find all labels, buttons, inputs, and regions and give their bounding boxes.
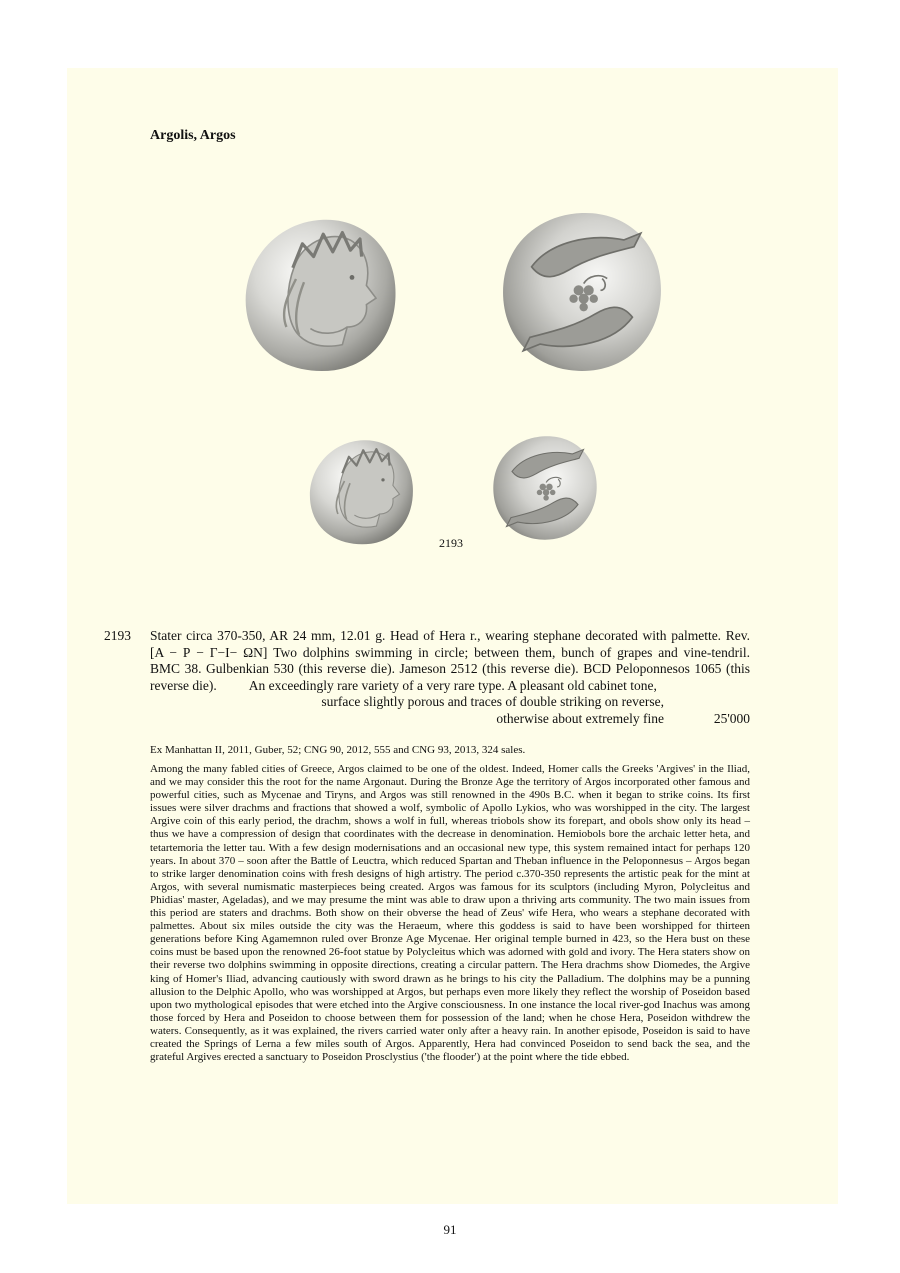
provenance: Ex Manhattan II, 2011, Guber, 52; CNG 90, 2012, 555 and CNG 93, 2013, 324 sales. xyxy=(150,744,526,756)
coin-reverse-small xyxy=(490,432,600,544)
coin-reverse-large xyxy=(498,206,666,378)
lot-line-6 xyxy=(150,711,750,728)
lot-price: 25'000 xyxy=(713,710,750,726)
plate-number: 2193 xyxy=(439,536,463,550)
lot-line-4-start: reverse die). xyxy=(150,677,217,693)
lot-line-1: Stater circa 370-350, AR 24 mm, 12.01 g. Head of Hera r., wearing stephane decorated with palmette. Rev. xyxy=(150,628,750,643)
coin-obverse-small xyxy=(303,437,419,547)
lot-line-4 xyxy=(150,678,750,695)
lot-remark-3: otherwise about extremely fine xyxy=(496,710,664,726)
commentary: Among the many fabled cities of Greece, Argos claimed to be one of the oldest. Indeed, Homer calls the Greeks 'Argives' in the Iliad, and we may consider this the root for the name Argonaut. During the Bronze Age the territory of Argos incorporated other famous and powerful cities, such as Mycenae and Tiryns, and Argos was still renowned in the 490s B.C. when it began to strike coins. Its first issues were silver drachms and fractions that showed a wolf, symbolic of Apollo Lykios, who was worshipped in the city. The largest Argive coin of this early period, the drachm, shows a wolf in full, whereas triobols show its forepart, and obols show only its head – thus we have a compression of design that coordinates with the decrease in denomination. Hemiobols bore the archaic letter heta, and tetartemoria the letter tau. With a few design modernisations and an occasional new type, this system remained intact for perhaps 120 years. In about 370 – soon after the Battle of Leuctra, which reduced Spartan and Theban influence in the Peloponnesus – Argos began to strike larger denomination coins with fresh designs of high artistry. The period c.370-350 represents the artistic peak for the mint at Argos, with several numismatic masterpieces being created. Argos was famous for its sculptors (including Myron, Polycleitus and Phidias' master, Ageladas), and we may presume the mint was able to draw upon a thriving arts community. The two main issues from this period are staters and drachms. Both show on their obverse the head of Zeus' wife Hera, who wears a stephane decorated with palmettes. About six miles outside the city was the Heraeum, where this goddess is said to have been worshipped for thirteen generations before King Agamemnon ruled over Bronze Age Mycenae. Her original temple burned in 423, so the Hera bust on these coins must be based upon the renowned 26-foot statue by Polycleitus which was adorned with gold and ivory. The Hera staters show on their reverse two dolphins swimming in opposite directions, creating a circular pattern. The Hera drachms show Diomedes, the Argive king of Homer's Iliad, advancing cautiously with sword drawn as he brings to his city the Palladium. The dolphins may be a punning allusion to the Delphic Apollo, who was worshipped at Argos, but perhaps even more likely they reflect the worship of Poseidon based upon two mythological episodes that were etched into the Argive consciousness. In one instance the local river-god Inachus was among those forced by Hera and Poseidon to choose between them for possession of the land; when he chose Hera, Poseidon withdrew the waters. Consequently, as it was explained, the rivers carried water only after a heavy rain. In another episode, Poseidon is said to have created the Springs of Lerna a few miles south of Argos. Apparently, Hera had convinced Poseidon to send back the sea, and the grateful Argives erected a sanctuary to Poseidon Prosclystius ('the flooder') at the point where the tide ebbed. xyxy=(150,763,750,1064)
lot-line-2: [Α − Ρ − Γ−Ι− ΩΝ] Two dolphins swimming in circle; between them, bunch of grapes and vine-tendril. xyxy=(150,644,750,660)
coin-obverse-large xyxy=(240,212,400,378)
section-heading: Argolis, Argos xyxy=(150,128,236,143)
page-number: 91 xyxy=(443,1222,457,1237)
lot-description xyxy=(150,628,750,728)
lot-line-4-remark: An exceedingly rare variety of a very rare type. A pleasant old cabinet tone, xyxy=(248,677,657,693)
lot-number: 2193 xyxy=(104,628,131,643)
lot-line-3: BMC 38. Gulbenkian 530 (this reverse die). Jameson 2512 (this reverse die). BCD Peloponnesos 1065 (this xyxy=(150,661,750,677)
lot-line-5 xyxy=(150,694,750,711)
lot-remark-2: surface slightly porous and traces of double striking on reverse, xyxy=(321,694,664,710)
